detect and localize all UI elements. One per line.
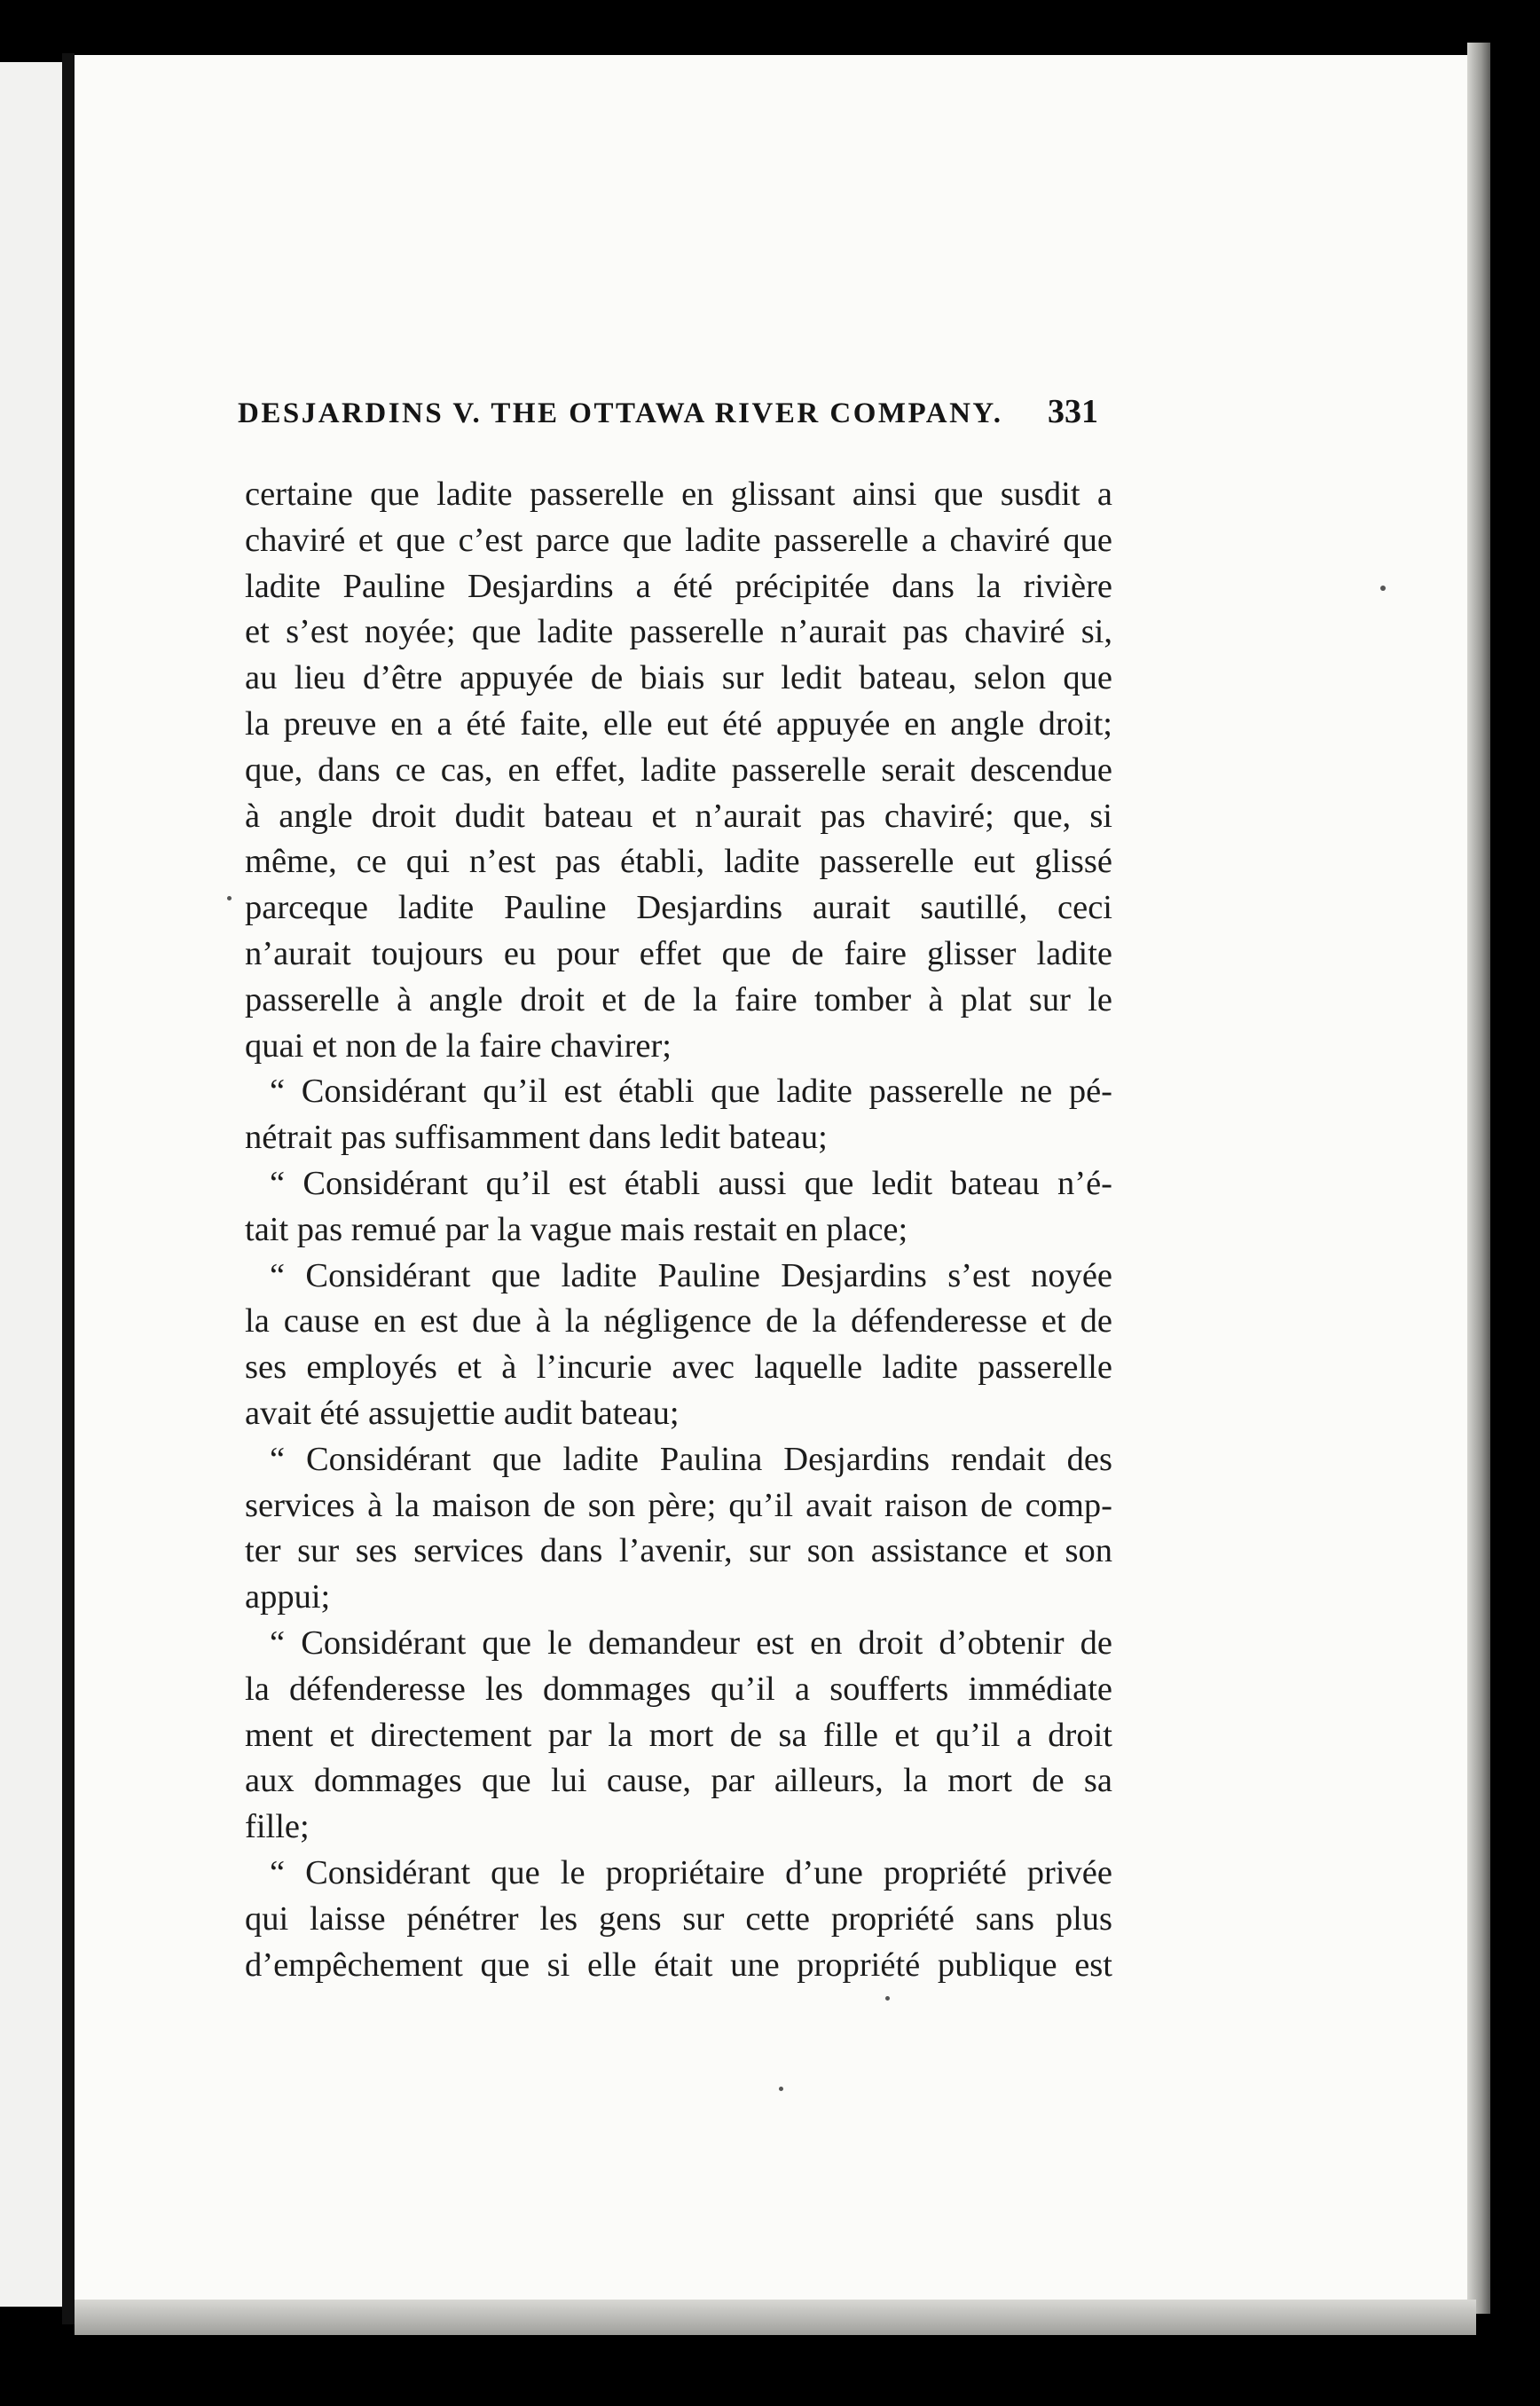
text-line: chaviré et que c’est parce que ladite passerelle a chaviré que [245,521,1112,559]
page-number: 331 [1048,393,1098,430]
page-right-edge [1467,43,1490,2314]
text-line: quai et non de la faire chavirer; [245,1026,672,1065]
dust-speck [885,1996,890,2001]
text-line: à angle droit dudit bateau et n’aurait pas chaviré; que, si [245,797,1112,835]
page-header [238,392,1098,445]
page-bottom-edge [75,2300,1476,2335]
dust-speck [227,896,232,900]
text-line: “ Considérant qu’il est établi aussi que ledit bateau n’é- [270,1164,1112,1202]
text-line: qui laisse pénétrer les gens sur cette propriété sans plus [245,1899,1112,1938]
text-line: avait été assujettie audit bateau; [245,1394,680,1432]
text-line: d’empêchement que si elle était une propriété publique est [245,1946,1112,1984]
book-gutter [62,53,75,2324]
text-line: “ Considérant que ladite Pauline Desjardins s’est noyée [270,1256,1112,1294]
dust-speck [779,2087,783,2091]
text-line: n’aurait toujours eu pour effet que de faire glisser ladite [245,934,1112,972]
text-line: passerelle à angle droit et de la faire tomber à plat sur le [245,980,1112,1018]
text-line: certaine que ladite passerelle en glissant ainsi que susdit a [245,476,1112,513]
text-line: au lieu d’être appuyée de biais sur ledit bateau, selon que [245,659,1112,697]
text-line: services à la maison de son père; qu’il avait raison de comp- [245,1486,1112,1524]
text-line: que, dans ce cas, en effet, ladite passerelle serait descendue [245,751,1112,789]
text-line: et s’est noyée; que ladite passerelle n’aurait pas chaviré si, [245,613,1112,651]
dust-speck [1380,586,1386,591]
text-line: ter sur ses services dans l’avenir, sur son assistance et son [245,1532,1112,1570]
text-line: “ Considérant que ladite Paulina Desjardins rendait des [270,1440,1112,1478]
text-line: la défenderesse les dommages qu’il a soufferts immédiate [245,1670,1112,1708]
previous-page-edge [0,62,62,2307]
text-line: “ Considérant que le propriétaire d’une propriété privée [270,1853,1112,1891]
text-line: tait pas remué par la vague mais restait en place; [245,1210,908,1248]
text-line: “ Considérant qu’il est établi que ladite passerelle ne pé- [270,1073,1112,1111]
text-line: ses employés et à l’incurie avec laquelle ladite passerelle [245,1348,1112,1387]
text-line: fille; [245,1808,310,1846]
running-head: DESJARDINS V. THE OTTAWA RIVER COMPANY. [238,397,1003,429]
text-line: aux dommages que lui cause, par ailleurs, la mort de sa [245,1762,1112,1800]
text-line: la preuve en a été faite, elle eut été appuyée en angle droit; [245,704,1112,743]
text-line: nétrait pas suffisamment dans ledit bateau; [245,1119,828,1157]
text-line: ladite Pauline Desjardins a été précipitée dans la rivière [245,567,1112,605]
text-line: la cause en est due à la négligence de la défenderesse et de [245,1302,1112,1341]
text-line: “ Considérant que le demandeur est en droit d’obtenir de [270,1624,1112,1662]
text-line: ment et directement par la mort de sa fille et qu’il a droit [245,1716,1112,1754]
text-line: même, ce qui n’est pas établi, ladite passerelle eut glissé [245,843,1112,881]
body-text [245,472,1112,1988]
text-line: parceque ladite Pauline Desjardins aurait sautillé, ceci [245,889,1112,927]
text-line: appui; [245,1578,331,1616]
